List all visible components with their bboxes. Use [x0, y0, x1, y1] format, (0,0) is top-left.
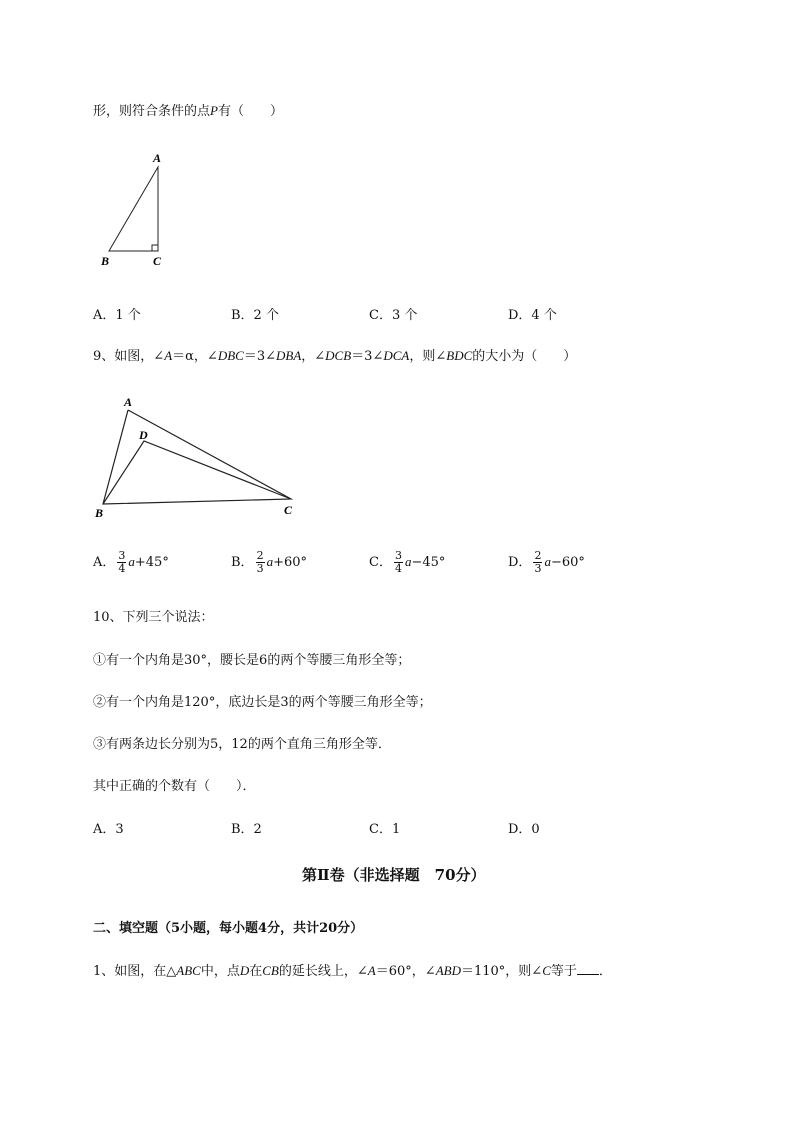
q8-option-b[interactable]: B．2 个	[231, 308, 279, 323]
q10-statement-2: ②有一个内角是120°，底边长是3的两个等腰三角形全等；	[93, 695, 432, 710]
q10-statement-1: ①有一个内角是30°，腰长是6的两个等腰三角形全等；	[93, 653, 411, 668]
q9-label-c: C	[284, 503, 293, 517]
q10-option-d[interactable]: D．0	[508, 822, 540, 837]
q9-label-d: D	[139, 428, 148, 442]
q10-option-a[interactable]: A．3	[93, 822, 124, 837]
q10-title: 10、下列三个说法：	[93, 610, 214, 625]
q8-right-triangle-figure	[95, 150, 175, 270]
q10-question: 其中正确的个数有（ ）．	[93, 779, 256, 794]
q8-label-b: B	[101, 254, 110, 268]
q9-option-d[interactable]: D． $\frac{2}{3}$ a−60°	[508, 549, 585, 575]
q8-option-a[interactable]: A．1 个	[93, 308, 141, 323]
part2-title: 第Ⅱ卷（非选择题 70分）	[302, 866, 486, 884]
q9-label-b: B	[95, 506, 104, 520]
q8-label-a: A	[153, 151, 162, 165]
answer-blank[interactable]	[577, 962, 599, 975]
q8-stem: 形，则符合条件的点P有（ ）	[93, 103, 283, 119]
q9-option-c[interactable]: C． $\frac{3}{4}$ a−45°	[369, 549, 446, 575]
q8-option-c[interactable]: C．3 个	[369, 308, 418, 323]
q9-label-a: A	[124, 395, 133, 409]
q10-option-b[interactable]: B．2	[231, 822, 262, 837]
q9-stem: 9、如图，∠A＝α，∠DBC＝3∠DBA，∠DCB＝3∠DCA，则∠BDC的大小为（ ）	[93, 348, 577, 364]
q8-option-d[interactable]: D．4 个	[508, 308, 557, 323]
q10-option-c[interactable]: C．1	[369, 822, 401, 837]
q9-triangle-figure	[90, 390, 310, 530]
section-fill-in-title: 二、填空题（5小题，每小题4分，共计20分）	[93, 921, 364, 936]
q9-option-a[interactable]: A． $\frac{3}{4}$ a+45°	[93, 549, 169, 575]
q9-option-b[interactable]: B． $\frac{2}{3}$ a+60°	[231, 549, 307, 575]
fill-question-1: 1、如图，在△ABC中，点D在CB的延长线上，∠A＝60°，∠ABD＝110°，则∠C等于 ．	[93, 963, 612, 979]
q8-label-c: C	[153, 254, 162, 268]
q10-statement-3: ③有两条边长分别为5，12的两个直角三角形全等．	[93, 737, 391, 752]
